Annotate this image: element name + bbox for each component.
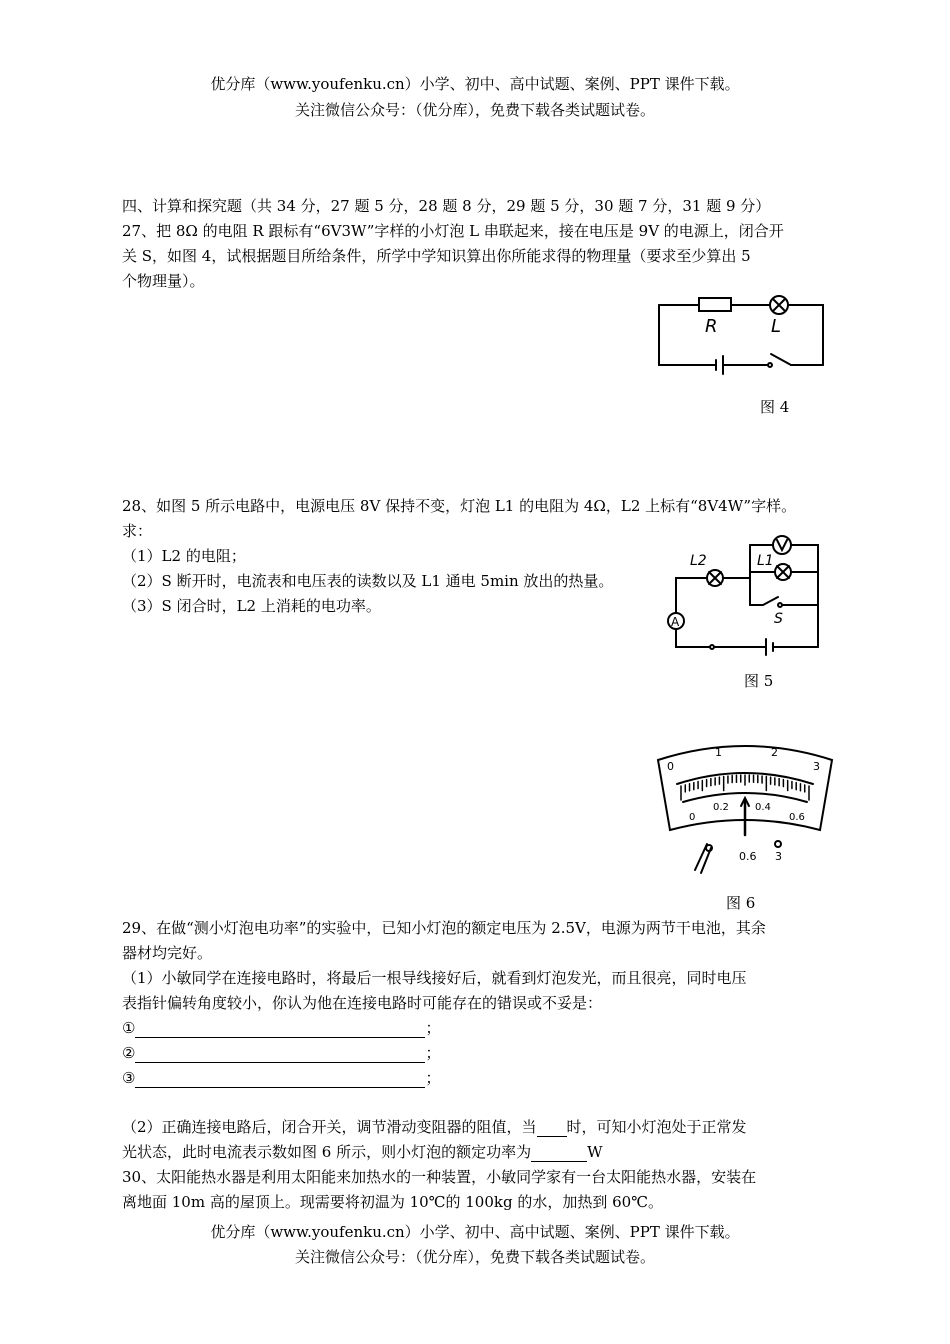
q30-line-2: 离地面 10m 高的屋顶上。现需要将初温为 10℃的 100kg 的水，加热到 60℃。 [122,1193,663,1211]
top-scale-2: 2 [771,746,778,759]
label-v: V [776,550,777,551]
blank-end-2: ； [425,1044,441,1062]
blank-marker-2: ② [122,1044,136,1062]
q29-sub2-text-c: 光状态，此时电流表示数如图 6 所示，则小灯泡的额定功率为 [122,1143,532,1161]
q29-sub1-line-2: 表指针偏转角度较小，你认为他在连接电路时可能存在的错误或不妥是： [122,994,603,1012]
blank-end-1: ； [425,1019,441,1037]
q28-sub-3: （3）S 闭合时，L2 上消耗的电功率。 [122,597,381,615]
figure-5-circuit [668,535,828,655]
figure-5-caption: 图 5 [744,672,774,690]
q27-line-2: 关 S，如图 4，试根据题目所给条件，所学中学知识算出你所能求得的物理量（要求至少算出 5 [122,247,751,265]
q27-line-3: 个物理量）。 [122,272,205,290]
label-r: R [705,316,718,337]
q29-line-1: 29、在做“测小灯泡电功率”的实验中，已知小灯泡的额定电压为 2.5V，电源为两节干电池，其余 [122,919,766,937]
figure-4-caption: 图 4 [760,398,790,416]
figure-6-ammeter [655,740,835,875]
figure-6-caption: 图 6 [726,894,756,912]
bottom-scale-0: 0 [689,812,696,823]
label-l: L [771,316,782,337]
label-a: A [671,615,680,629]
section-title: 四、计算和探究题（共 34 分，27 题 5 分，28 题 8 分，29 题 5 分，30 题 7 分，31 题 9 分） [122,197,771,215]
top-scale-0: 0 [667,760,674,773]
footer-line-2: 关注微信公众号：（优分库），免费下载各类试题试卷。 [294,1248,655,1266]
q29-sub1-line-1: （1）小敏同学在连接电路时，将最后一根导线接好后，就看到灯泡发光，而且很亮，同时电压 [122,969,747,987]
q29-sub2-line-1 [122,1117,747,1137]
figure-4-circuit [655,292,830,377]
q28-line-1: 28、如图 5 所示电路中，电源电压 8V 保持不变，灯泡 L1 的电阻为 4Ω，L2 上标有“8V4W”字样。 [122,497,797,515]
q27-line-1: 27、把 8Ω 的电阻 R 跟标有“6V3W”字样的小灯泡 L 串联起来，接在电压是 9V 的电源上，闭合开 [122,222,784,240]
top-scale-3: 3 [813,760,820,773]
answer-blank-voltage[interactable] [537,1120,567,1137]
footer-line-1: 优分库（www.youfenku.cn）小学、初中、高中试题、案例、PPT 课件下载。 [210,1223,740,1241]
header-line-1: 优分库（www.youfenku.cn）小学、初中、高中试题、案例、PPT 课件下载。 [210,75,740,93]
top-scale-1: 1 [715,746,722,759]
blank-marker-3: ③ [122,1069,136,1087]
bottom-scale-3: 0.6 [789,812,805,823]
answer-blank-2[interactable] [122,1043,440,1063]
q29-line-2: 器材均完好。 [122,944,213,962]
q29-sub2-text-a: （2）正确连接电路后，闭合开关，调节滑动变阻器的阻值，当 [122,1118,537,1136]
bottom-scale-2: 0.4 [755,802,771,813]
terminal-3: 3 [775,850,782,863]
bottom-scale-1: 0.2 [713,802,729,813]
q29-sub2-text-b: 时，可知小灯泡处于正常发 [566,1118,747,1136]
q28-sub-1: （1）L2 的电阻； [122,547,246,565]
label-s: S [774,611,783,627]
label-l1: L1 [757,553,774,569]
blank-end-3: ； [425,1069,441,1087]
q28-sub-2: （2）S 断开时，电流表和电压表的读数以及 L1 通电 5min 放出的热量。 [122,572,614,590]
q30-line-1: 30、太阳能热水器是利用太阳能来加热水的一种装置，小敏同学家有一台太阳能热水器，安装在 [122,1168,757,1186]
answer-blank-power[interactable] [531,1145,587,1162]
q28-line-2: 求： [122,522,153,540]
label-l2: L2 [690,553,707,569]
header-line-2: 关注微信公众号：（优分库），免费下载各类试题试卷。 [294,101,655,119]
answer-blank-1[interactable] [122,1018,440,1038]
answer-blank-3[interactable] [122,1068,440,1088]
q29-sub2-line-2 [122,1142,603,1162]
q29-sub2-text-d: W [587,1143,603,1161]
terminal-06: 0.6 [739,850,757,863]
blank-marker-1: ① [122,1019,136,1037]
